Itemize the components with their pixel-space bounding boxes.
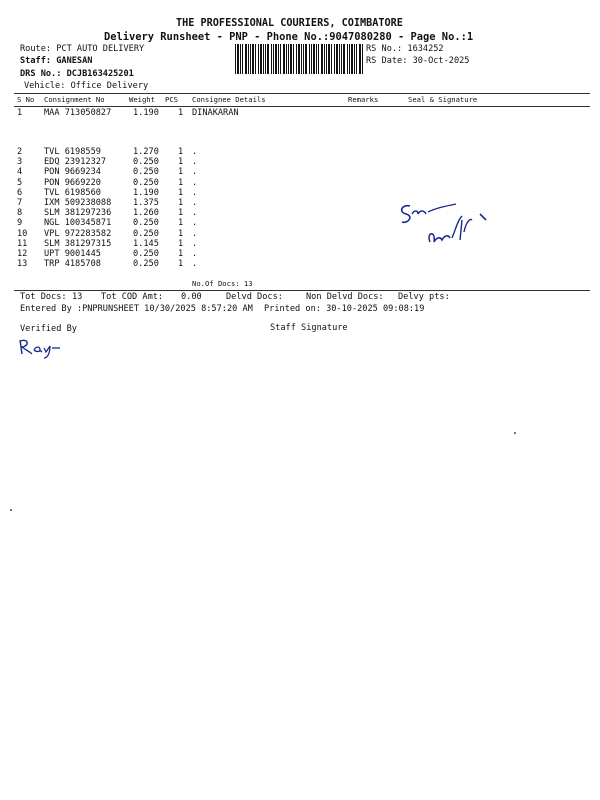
col-remarks: Remarks — [348, 95, 379, 104]
barcode-bar — [305, 44, 307, 74]
row-pcs: 1 — [178, 238, 184, 249]
barcode-bar — [349, 44, 350, 74]
barcode-bar — [286, 44, 287, 74]
row-weight: 0.250 — [133, 259, 159, 270]
barcode-bar — [267, 44, 269, 74]
verifier-signature — [18, 336, 68, 360]
barcode-bar — [278, 44, 279, 74]
row-pcs: 1 — [178, 218, 184, 229]
table-top-rule — [14, 93, 590, 94]
barcode-bar — [280, 44, 281, 74]
barcode-bar — [318, 44, 319, 74]
row-consignment: MAA 713050827 — [44, 108, 112, 118]
row-pcs: 1 — [178, 259, 184, 270]
table-header-rule — [14, 106, 590, 107]
barcode-bar — [313, 44, 315, 74]
row-weight: 0.250 — [133, 249, 159, 259]
barcode-bar — [343, 44, 345, 74]
row-weight: 1.190 — [133, 187, 159, 198]
runsheet-title: Delivery Runsheet - PNP - Phone No.:9047080280 - Page No.:1 — [104, 31, 474, 43]
barcode-bar — [326, 44, 327, 74]
row-weight: 1.145 — [133, 238, 159, 249]
rs-no-label: RS No.: 1634252 — [366, 44, 444, 54]
tot-cod-value: 0.00 — [181, 292, 202, 302]
row-consignment: TVL 6198560 — [44, 187, 101, 198]
row-consignment: IXM 509238088 — [44, 198, 112, 208]
row-sno: 3 — [17, 157, 23, 168]
barcode-bar — [298, 44, 300, 74]
row-consignment: PON 9669234 — [44, 167, 101, 178]
barcode-bar — [248, 44, 249, 74]
barcode-bar — [339, 44, 340, 74]
route-label: Route: PCT AUTO DELIVERY — [20, 44, 145, 54]
row-consignment: PON 9669220 — [44, 177, 101, 188]
row-sno: 11 — [17, 238, 28, 249]
scan-speck — [10, 509, 12, 511]
row-consignee: DINAKARAN — [192, 108, 239, 118]
tot-cod-label: Tot COD Amt: — [101, 292, 164, 302]
col-consignee: Consignee Details — [192, 95, 266, 104]
row-sno: 7 — [17, 198, 23, 208]
barcode-bar — [258, 44, 259, 74]
barcode-bar — [311, 44, 312, 74]
printed-on: Printed on: 30-10-2025 09:08:19 — [264, 304, 425, 314]
entered-by: Entered By :PNPRUNSHEET 10/30/2025 8:57:20 AM — [20, 304, 253, 314]
row-weight: 1.190 — [133, 108, 159, 118]
row-consignee: . — [192, 167, 198, 178]
barcode-bar — [283, 44, 285, 74]
row-pcs: 1 — [178, 249, 184, 259]
barcode-graphic — [235, 44, 363, 74]
row-sno: 13 — [17, 259, 28, 270]
barcode-bar — [293, 44, 294, 74]
row-consignee: . — [192, 157, 198, 168]
barcode-bar — [328, 44, 330, 74]
barcode-bar — [250, 44, 251, 74]
row-consignment: TRP 4185708 — [44, 259, 101, 270]
non-delvd-docs-label: Non Delvd Docs: — [306, 292, 384, 302]
col-sno: S No — [17, 95, 35, 104]
no-of-docs: No.Of Docs: 13 — [192, 279, 253, 288]
row-pcs: 1 — [178, 187, 184, 198]
barcode-bar — [351, 44, 353, 74]
row-consignment: SLM 381297315 — [44, 238, 112, 249]
row-weight: 0.250 — [133, 218, 159, 229]
row-consignee: . — [192, 177, 198, 188]
row-consignment: EDQ 23912327 — [44, 157, 107, 168]
company-title: THE PROFESSIONAL COURIERS, COIMBATORE — [176, 18, 403, 29]
staff-label: Staff: GANESAN — [20, 56, 93, 66]
row-weight: 1.260 — [133, 208, 159, 219]
barcode-bar — [255, 44, 256, 74]
rs-date-label: RS Date: 30-Oct-2025 — [366, 56, 470, 66]
barcode-bar — [245, 44, 247, 74]
row-pcs: 1 — [178, 198, 184, 208]
receiver-signature — [396, 198, 496, 258]
row-weight: 1.375 — [133, 198, 159, 208]
barcode-bar — [237, 44, 239, 74]
row-consignee: . — [192, 228, 198, 239]
tot-docs-value: 13 — [72, 292, 83, 302]
barcode-bar — [240, 44, 241, 74]
row-pcs: 1 — [178, 177, 184, 188]
delvd-docs-label: Delvd Docs: — [226, 292, 283, 302]
row-consignee: . — [192, 218, 198, 229]
barcode-bar — [336, 44, 338, 74]
col-seal: Seal & Signature — [408, 95, 478, 104]
barcode-bar — [303, 44, 304, 74]
barcode-bar — [309, 44, 310, 74]
row-consignee: . — [192, 259, 198, 270]
barcode-bar — [331, 44, 332, 74]
barcode-bar — [324, 44, 325, 74]
row-pcs: 1 — [178, 108, 184, 118]
delvy-pts-label: Delvy pts: — [398, 292, 450, 302]
table-bottom-rule — [14, 290, 590, 291]
row-consignment: TVL 6198559 — [44, 147, 101, 157]
verified-by-label: Verified By — [20, 324, 77, 334]
barcode-bar — [265, 44, 266, 74]
row-consignee: . — [192, 249, 198, 259]
row-consignment: SLM 381297236 — [44, 208, 112, 219]
row-sno: 1 — [17, 108, 23, 118]
row-weight: 0.250 — [133, 167, 159, 178]
row-pcs: 1 — [178, 147, 184, 157]
row-consignment: VPL 972283582 — [44, 228, 112, 239]
barcode-bar — [301, 44, 302, 74]
row-pcs: 1 — [178, 228, 184, 239]
barcode-bar — [356, 44, 357, 74]
row-consignee: . — [192, 147, 198, 157]
staff-signature-label: Staff Signature — [270, 323, 348, 333]
row-weight: 0.250 — [133, 157, 159, 168]
barcode-bar — [275, 44, 277, 74]
row-consignee: . — [192, 198, 198, 208]
barcode-bar — [296, 44, 297, 74]
row-weight: 0.250 — [133, 177, 159, 188]
barcode-bar — [260, 44, 262, 74]
row-sno: 8 — [17, 208, 23, 219]
barcode-bar — [334, 44, 335, 74]
row-sno: 12 — [17, 249, 28, 259]
barcode-bar — [359, 44, 361, 74]
row-pcs: 1 — [178, 208, 184, 219]
row-sno: 6 — [17, 187, 23, 198]
barcode-bar — [273, 44, 274, 74]
row-consignee: . — [192, 238, 198, 249]
barcode-bar — [290, 44, 292, 74]
row-sno: 5 — [17, 177, 23, 188]
row-sno: 9 — [17, 218, 23, 229]
barcode-bar — [263, 44, 264, 74]
row-pcs: 1 — [178, 167, 184, 178]
barcode-bar — [252, 44, 254, 74]
row-consignment: NGL 100345871 — [44, 218, 112, 229]
row-consignee: . — [192, 187, 198, 198]
barcode-bar — [347, 44, 348, 74]
row-consignment: UPT 9001445 — [44, 249, 101, 259]
barcode-bar — [341, 44, 342, 74]
row-sno: 4 — [17, 167, 23, 178]
barcode-bar — [362, 44, 363, 74]
barcode-bar — [288, 44, 289, 74]
row-weight: 0.250 — [133, 228, 159, 239]
col-weight: Weight — [129, 95, 155, 104]
tot-docs-label: Tot Docs: — [20, 292, 67, 302]
row-consignee: . — [192, 208, 198, 219]
barcode — [235, 44, 363, 74]
vehicle-label: Vehicle: Office Delivery — [24, 81, 149, 91]
row-sno: 2 — [17, 147, 23, 157]
drs-no-label: DRS No.: DCJB163425201 — [20, 68, 134, 79]
col-consignment: Consignment No — [44, 95, 105, 104]
row-sno: 10 — [17, 228, 28, 239]
row-pcs: 1 — [178, 157, 184, 168]
barcode-bar — [271, 44, 272, 74]
barcode-bar — [235, 44, 236, 74]
scan-speck — [514, 432, 516, 434]
row-weight: 1.270 — [133, 147, 159, 157]
col-pcs: PCS — [165, 95, 178, 104]
barcode-bar — [321, 44, 323, 74]
barcode-bar — [354, 44, 355, 74]
barcode-bar — [316, 44, 317, 74]
barcode-bar — [242, 44, 243, 74]
